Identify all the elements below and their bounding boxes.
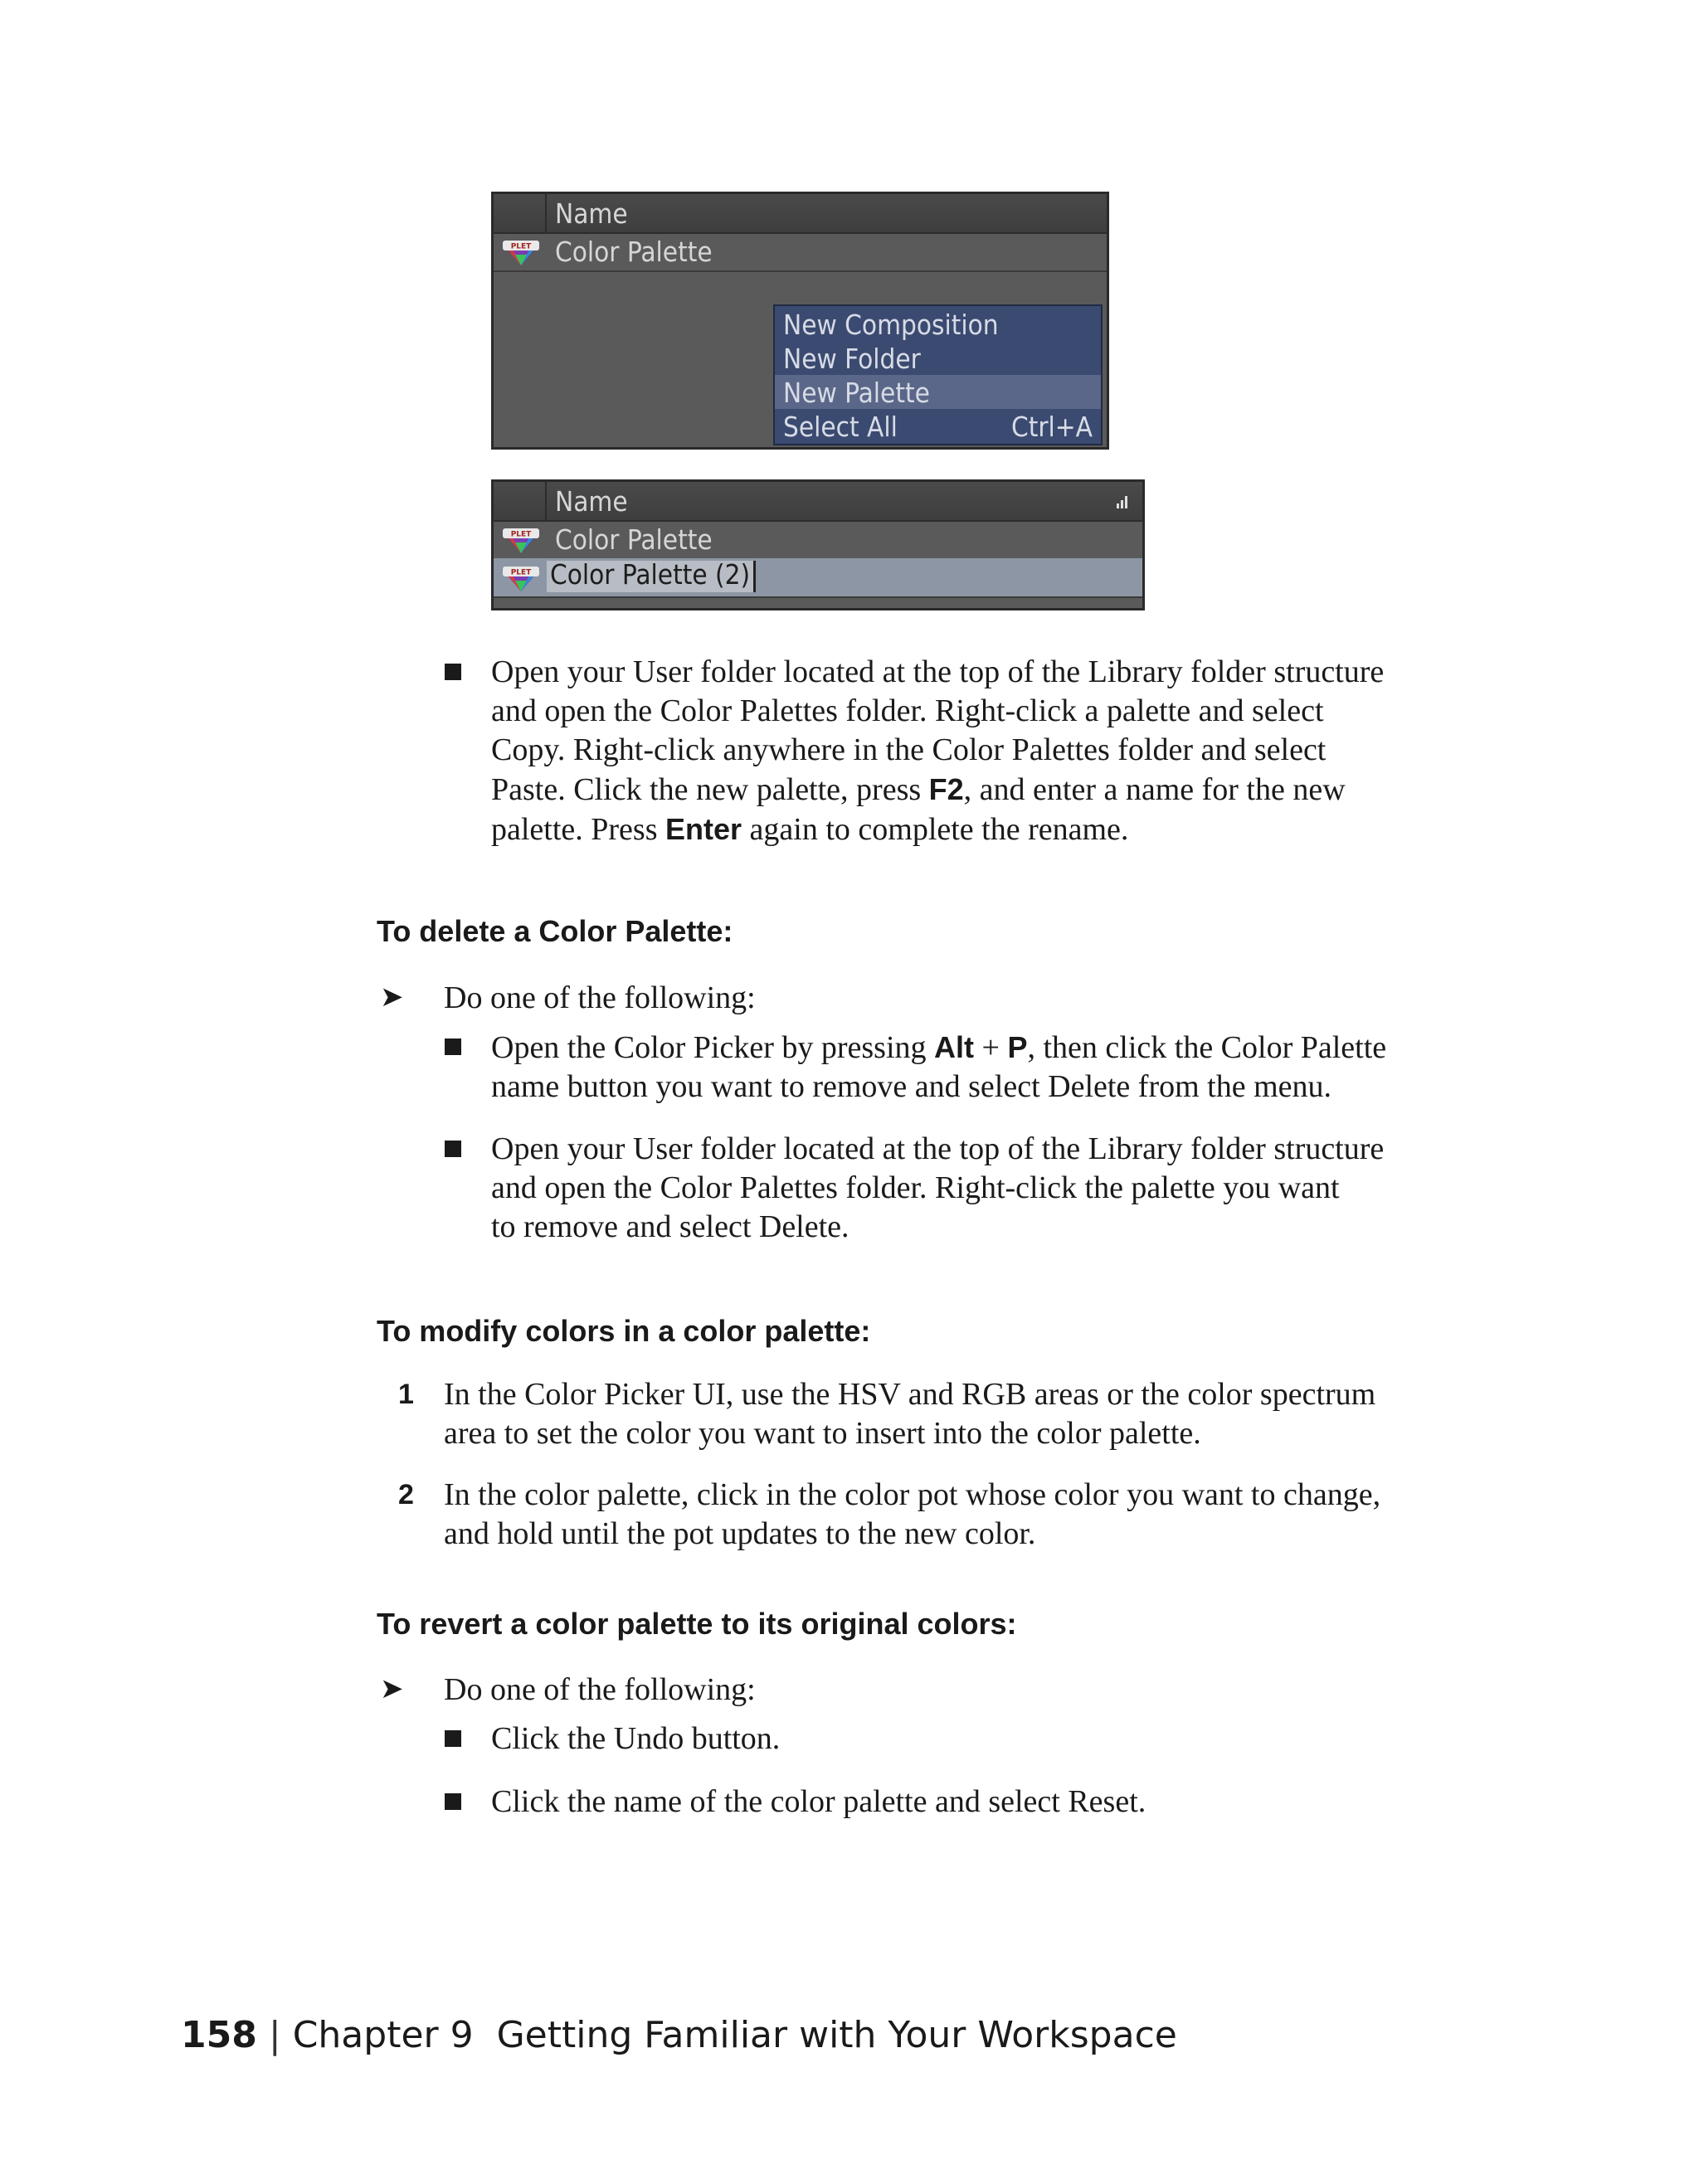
delete-option-color-picker: Open the Color Picker by pressing Alt + P, then click the Color Palette name button you want to remove and select Delete from the menu.	[491, 1030, 1387, 1104]
svg-text:PLET: PLET	[510, 242, 532, 251]
bullet-marker	[445, 1038, 461, 1055]
svg-text:PLET: PLET	[510, 568, 532, 577]
palette-row-renaming[interactable]	[494, 558, 1142, 598]
palette-icon	[500, 238, 542, 266]
palette-icon	[500, 526, 542, 554]
menu-item-select-all[interactable]: Select All Ctrl+A	[783, 411, 1093, 443]
palette-row[interactable]	[494, 232, 1107, 272]
sort-indicator-icon[interactable]	[1116, 494, 1129, 508]
name-column-label: Name	[555, 485, 628, 518]
modify-heading: To modify colors in a color palette:	[377, 1314, 871, 1348]
rename-input[interactable]: Color Palette (2)	[547, 561, 756, 592]
bullet-marker	[445, 1730, 461, 1747]
menu-item-new-composition[interactable]: New Composition	[783, 309, 999, 341]
modify-step-2: In the color palette, click in the color pot whose color you want to change, and hold until the pot updates to the new color.	[444, 1477, 1381, 1551]
palette-name: Color Palette	[555, 236, 713, 268]
footer-separator: |	[268, 2014, 281, 2056]
name-column-label: Name	[555, 197, 628, 230]
delete-intro: Do one of the following:	[444, 980, 756, 1015]
modify-step-1: In the Color Picker UI, use the HSV and RGB areas or the color spectrum area to set the color you want to insert into the color palette.	[444, 1377, 1376, 1451]
revert-intro: Do one of the following:	[444, 1672, 756, 1707]
revert-option-reset: Click the name of the color palette and select Reset.	[491, 1784, 1146, 1819]
bullet-marker	[445, 664, 461, 680]
page-number: 158	[181, 2014, 257, 2056]
context-menu	[773, 304, 1103, 445]
palette-row[interactable]	[494, 520, 1142, 560]
step-arrow-icon: ➤	[380, 980, 404, 1014]
chapter-label: Chapter 9	[292, 2014, 474, 2056]
column-header[interactable]	[494, 194, 1107, 234]
chapter-title: Getting Familiar with Your Workspace	[496, 2014, 1177, 2056]
key-alt: Alt	[934, 1030, 975, 1064]
bullet-marker	[445, 1793, 461, 1810]
bullet-marker	[445, 1141, 461, 1157]
step-arrow-icon: ➤	[380, 1672, 404, 1705]
menu-item-new-palette[interactable]: New Palette	[775, 375, 1101, 409]
revert-option-undo: Click the Undo button.	[491, 1721, 781, 1756]
svg-text:PLET: PLET	[510, 530, 532, 539]
key-f2: F2	[928, 772, 964, 806]
palette-icon	[500, 564, 542, 592]
select-all-shortcut: Ctrl+A	[1010, 411, 1093, 443]
column-header[interactable]	[494, 482, 1142, 522]
page-footer	[181, 2014, 1177, 2056]
header-icon-column	[494, 194, 547, 232]
header-icon-column	[494, 482, 547, 520]
copy-palette-instructions: Open your User folder located at the top of the Library folder structure and open the Color Palettes folder. Right-click a palette and select Copy. Right-click anywhere in the Color Palettes folder and select Paste. Click the new palette, press F2, and enter a name for the new palette. Press Enter again to complete the rename.	[491, 654, 1385, 847]
delete-heading: To delete a Color Palette:	[377, 914, 733, 948]
step-number: 1	[398, 1379, 414, 1410]
delete-option-library: Open your User folder located at the top of the Library folder structure and open the Color Palettes folder. Right-click the palette you want to remove and select Delete.	[491, 1131, 1385, 1244]
revert-heading: To revert a color palette to its original colors:	[377, 1607, 1017, 1641]
menu-item-new-folder[interactable]: New Folder	[783, 343, 921, 375]
step-number: 2	[398, 1479, 414, 1510]
library-panel-rename-screenshot	[491, 479, 1145, 610]
key-enter: Enter	[665, 812, 742, 846]
key-p: P	[1007, 1030, 1028, 1064]
palette-name: Color Palette	[555, 523, 713, 556]
library-panel-context-menu-screenshot	[491, 192, 1109, 450]
